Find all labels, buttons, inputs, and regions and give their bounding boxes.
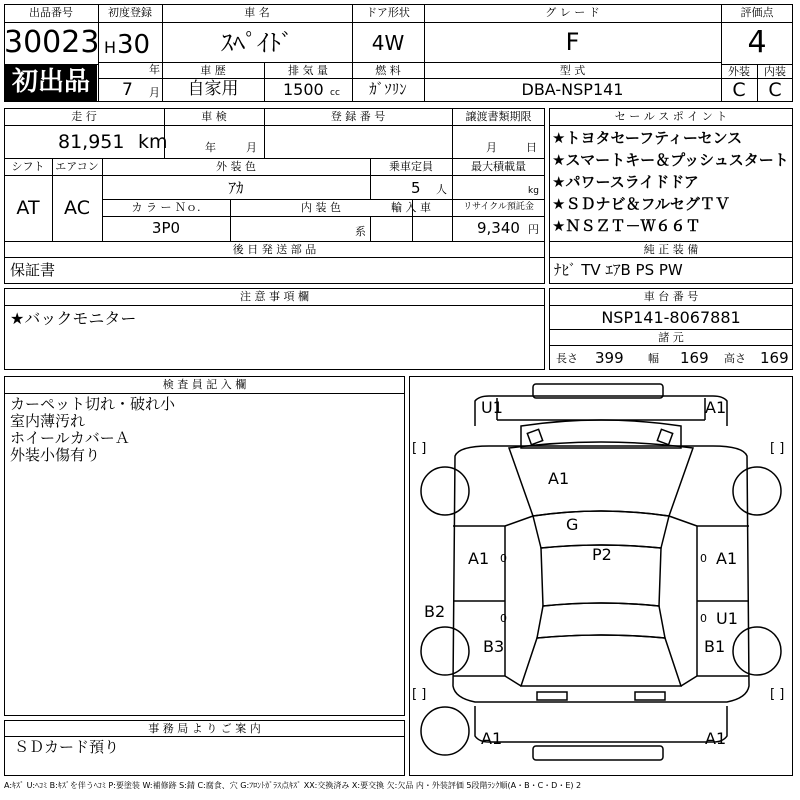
mileage-label: 走 行 xyxy=(71,110,97,123)
notes-value: ★バックモニター xyxy=(10,309,137,328)
bracket-left-bottom: [ ] xyxy=(412,687,427,702)
light-right xyxy=(657,429,672,444)
office-label: 事 務 局 よ り ご 案 内 xyxy=(148,722,261,735)
zero-right-rear: 0 xyxy=(700,612,707,625)
month: 7 xyxy=(122,80,133,100)
mark-front-right: A1 xyxy=(705,398,727,417)
inspection-month-unit: 月 xyxy=(246,141,257,154)
wheel-rear-right xyxy=(733,627,781,675)
int-color-unit: 系 xyxy=(355,225,366,238)
max-load-unit: kg xyxy=(528,186,539,196)
era: H xyxy=(104,38,117,57)
exterior-grade: C xyxy=(732,79,746,101)
interior-grade: C xyxy=(768,79,782,101)
equipment-label: 純 正 装 備 xyxy=(643,243,699,256)
wheel-front-left xyxy=(421,467,469,515)
mileage-unit: km xyxy=(138,131,168,153)
inspector-line-3: ホイールカバーＡ xyxy=(10,429,130,447)
color-no-label: カ ラ ー Ｎｏ. xyxy=(131,201,201,214)
zero-right: 0 xyxy=(700,552,707,565)
mark-bottom-right: A1 xyxy=(705,729,727,748)
score: 4 xyxy=(747,25,767,60)
notes-label: 注 意 事 項 欄 xyxy=(240,290,309,303)
mark-right-rear: B1 xyxy=(704,637,726,656)
sales-point-2: ★スマートキー＆プッシュスタート xyxy=(552,151,789,169)
lot-no-label: 出品番号 xyxy=(29,6,73,19)
chassis-label: 車 台 番 号 xyxy=(643,290,699,303)
shift-label: シフト xyxy=(11,160,45,173)
door-label: ドア形状 xyxy=(366,6,410,19)
door: 4W xyxy=(371,31,405,55)
displacement-label: 排 気 量 xyxy=(288,64,328,77)
front-upper xyxy=(497,398,705,420)
left-doors xyxy=(453,516,533,686)
displacement-unit: cc xyxy=(330,88,340,98)
mark-windshield: G xyxy=(566,515,579,534)
ac: AC xyxy=(64,197,90,219)
mark-bottom-left: A1 xyxy=(481,729,503,748)
month-unit: 月 xyxy=(149,86,160,99)
body-outline xyxy=(453,446,749,702)
length-label: 長さ xyxy=(556,352,578,365)
mark-right-rear-door: U1 xyxy=(716,609,738,628)
transfer-month-unit: 月 xyxy=(486,141,497,154)
first-reg-label: 初度登録 xyxy=(108,6,152,19)
mark-roof: P2 xyxy=(592,545,612,564)
int-color-label: 内 装 色 xyxy=(301,201,341,214)
rear-glass-shape xyxy=(537,603,665,638)
mark-right-front-door: A1 xyxy=(716,549,738,568)
rear-plate-right xyxy=(635,692,665,700)
bracket-right-top: [ ] xyxy=(770,441,785,456)
model: DBA-NSP141 xyxy=(521,80,624,99)
height: 169 xyxy=(760,349,789,367)
wheel-front-right xyxy=(733,467,781,515)
rear-outline xyxy=(475,706,727,742)
car-name: ｽﾍﾟｲﾄﾞ xyxy=(221,29,293,57)
mark-hood: A1 xyxy=(548,469,570,488)
hood-shape xyxy=(509,442,693,516)
model-label: 型 式 xyxy=(559,64,586,77)
year: 30 xyxy=(117,30,151,60)
mileage: 81,951 xyxy=(58,131,125,153)
first-listing: 初出品 xyxy=(11,67,90,97)
length: 399 xyxy=(595,349,624,367)
height-label: 高さ xyxy=(724,352,746,365)
later-parts: 保証書 xyxy=(10,261,56,279)
windshield-shape xyxy=(533,511,669,548)
history-label: 車 歴 xyxy=(200,64,226,77)
car-diagram xyxy=(409,376,793,776)
width: 169 xyxy=(680,349,709,367)
sales-point-1: ★トヨタセーフティーセンス xyxy=(552,129,743,147)
capacity: 5 xyxy=(411,179,421,197)
mark-left-rear-panel: B2 xyxy=(424,602,446,621)
sales-point-3: ★パワースライドドア xyxy=(552,173,699,191)
recycle-unit: 円 xyxy=(528,223,539,236)
inspection-year-unit: 年 xyxy=(205,141,216,154)
rear-plate-left xyxy=(537,692,567,700)
later-parts-label: 後 日 発 送 部 品 xyxy=(232,243,317,256)
rear-section-shape xyxy=(521,635,681,686)
light-left xyxy=(527,429,542,444)
right-doors xyxy=(669,516,749,686)
import-label: 輸 入 車 xyxy=(391,201,431,214)
interior-grade-label: 内装 xyxy=(764,65,786,78)
bracket-left-top: [ ] xyxy=(412,441,427,456)
shift: AT xyxy=(16,197,40,219)
inspection-label: 車 検 xyxy=(201,110,227,123)
chassis-no: NSP141-8067881 xyxy=(601,308,741,327)
front-outline xyxy=(475,396,727,426)
car-name-label: 車 名 xyxy=(244,6,270,19)
color-no: 3P0 xyxy=(151,219,181,237)
mark-left-front-door: A1 xyxy=(468,549,490,568)
spare-wheel xyxy=(421,707,469,755)
office-value: ＳＤカード預り xyxy=(14,738,120,756)
ext-color: ｱｶ xyxy=(228,179,244,197)
score-label: 評価点 xyxy=(740,6,774,19)
ac-label: エアコン xyxy=(55,160,99,173)
sales-point-4: ★ＳＤナビ＆フルセグＴＶ xyxy=(552,195,730,213)
zero-left-rear: 0 xyxy=(500,612,507,625)
capacity-label: 乗車定員 xyxy=(389,160,433,173)
inspector-line-4: 外装小傷有り xyxy=(10,446,101,464)
wheel-rear-left xyxy=(421,627,469,675)
bracket-right-bottom: [ ] xyxy=(770,687,785,702)
inspector-line-2: 室内薄汚れ xyxy=(10,412,86,430)
recycle-label: リサイクル預託金 xyxy=(463,202,534,212)
grade: F xyxy=(565,28,580,56)
zero-left: 0 xyxy=(500,552,507,565)
inspector-line-1: カーペット切れ・破れ小 xyxy=(10,395,176,413)
transfer-day-unit: 日 xyxy=(526,141,537,154)
max-load-label: 最大積載量 xyxy=(471,160,526,173)
recycle: 9,340 xyxy=(477,219,520,237)
year-unit: 年 xyxy=(149,63,160,76)
dims-label: 諸 元 xyxy=(658,331,684,344)
sales-point-5: ★ＮＳＺＴ－Ｗ６６Ｔ xyxy=(552,217,701,235)
displacement: 1500 xyxy=(283,80,324,99)
legend: A:ｷｽﾞ U:ﾍｺﾐ B:ｷｽﾞを伴うﾍｺﾐ P:要塗装 W:補修跡 S:錆 C:腐食、穴 G:ﾌﾛﾝﾄｶﾞﾗｽ点ｷｽﾞ XX:交換済み X:要交換 欠:欠品 内・外装評価 5段階ﾗﾝｸ順(A・B・C・D・E) 2 xyxy=(4,781,582,790)
ext-color-label: 外 装 色 xyxy=(216,160,256,173)
lot-no: 30023 xyxy=(4,25,100,60)
inspector-label: 検 査 員 記 入 欄 xyxy=(162,378,247,391)
fuel-label: 燃 料 xyxy=(375,64,401,77)
fuel: ｶﾞｿﾘﾝ xyxy=(369,80,407,98)
mark-front-left: U1 xyxy=(481,398,503,417)
equipment: ﾅﾋﾞ TV ｴｱB PS PW xyxy=(554,261,683,279)
reg-no-label: 登 録 番 号 xyxy=(330,110,386,123)
history: 自家用 xyxy=(187,79,239,99)
sales-points-label: セ ー ル ス ポ イ ン ト xyxy=(614,110,728,123)
width-label: 幅 xyxy=(648,352,659,365)
rear-bumper-shape xyxy=(533,746,663,760)
mark-left-rear: B3 xyxy=(483,637,505,656)
transfer-label: 譲渡書類期限 xyxy=(465,110,532,123)
grade-label: グ レ ー ド xyxy=(545,6,600,19)
capacity-unit: 人 xyxy=(436,183,447,196)
exterior-grade-label: 外装 xyxy=(728,65,750,78)
